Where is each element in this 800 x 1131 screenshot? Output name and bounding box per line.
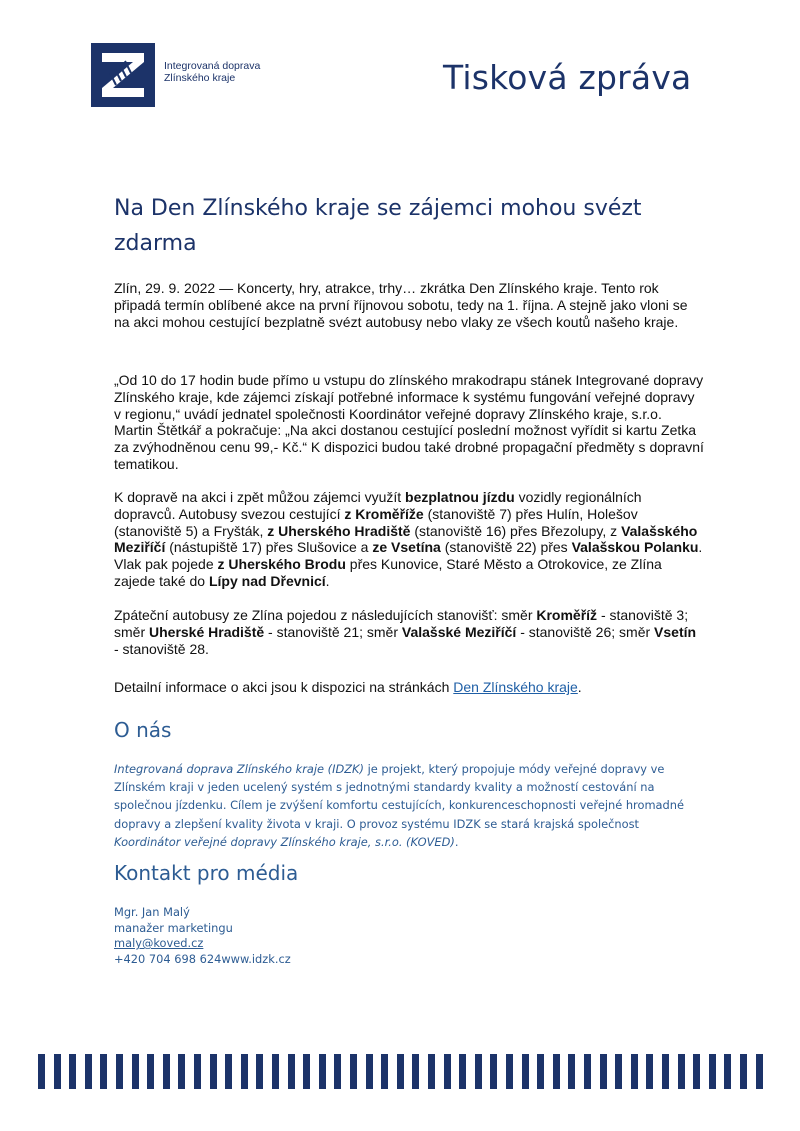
contact-phone-web: +420 704 698 624www.idzk.cz xyxy=(114,951,291,966)
footer-stripe xyxy=(334,1054,341,1089)
logo-wordmark xyxy=(164,60,260,84)
paragraph-details: Detailní informace o akci jsou k dispozici na stránkách Den Zlínského kraje. xyxy=(114,679,582,695)
footer-stripe xyxy=(194,1054,201,1089)
den-zlinskeho-kraje-link[interactable]: Den Zlínského kraje xyxy=(453,679,578,695)
footer-stripe xyxy=(178,1054,185,1089)
footer-stripe xyxy=(709,1054,716,1089)
footer-stripe xyxy=(631,1054,638,1089)
footer-stripe xyxy=(241,1054,248,1089)
footer-stripe xyxy=(381,1054,388,1089)
footer-stripe xyxy=(740,1054,747,1089)
footer-stripe xyxy=(506,1054,513,1089)
document-type-title: Tisková zpráva xyxy=(443,58,692,97)
footer-stripe xyxy=(272,1054,279,1089)
footer-stripe xyxy=(475,1054,482,1089)
logo-line-2: Zlínského kraje xyxy=(164,72,236,84)
footer-stripe xyxy=(615,1054,622,1089)
footer-stripe xyxy=(662,1054,669,1089)
footer-stripe-decoration xyxy=(38,1054,762,1089)
press-release-headline: Na Den Zlínského kraje se zájemci mohou svézt zdarma xyxy=(114,196,642,256)
footer-stripe xyxy=(646,1054,653,1089)
paragraph-return-buses: Zpáteční autobusy ze Zlína pojedou z následujících stanovišť: směr Kroměříž - stanoviště 3; směr Uherské Hradiště - stanoviště 21; směr Valašské Meziříčí - stanoviště 26; směr Vsetín - stanoviště 28. xyxy=(114,607,697,657)
footer-stripe xyxy=(678,1054,685,1089)
footer-stripe xyxy=(38,1054,45,1089)
paragraph-transport: K dopravě na akci i zpět můžou zájemci využít bezplatnou jízdu vozidly regionálních dopravců. Autobusy svezou cestující z Kroměříže (stanoviště 7) přes Hulín, Holešov (stanoviště 5) a Fryšták, z Uherského Hradiště (stanoviště 16) přes Březolupy, z Valašského Meziříčí (nástupiště 17) přes Slušovice a ze Vsetína (stanoviště 22) přes Valašskou Polanku. Vlak pak pojede z Uherského Brodu přes Kunovice, Staré Město a Otrokovice, ze Zlína zajede také do Lípy nad Dřevnicí. xyxy=(114,489,703,589)
media-contact-heading: Kontakt pro média xyxy=(114,861,299,885)
footer-stripe xyxy=(116,1054,123,1089)
footer-stripe xyxy=(568,1054,575,1089)
footer-stripe xyxy=(163,1054,170,1089)
footer-stripe xyxy=(147,1054,154,1089)
about-text: Integrovaná doprava Zlínského kraje (IDZK) je projekt, který propojuje módy veřejné dopravy ve Zlínském kraji v jeden ucelený systém s jednotnými standardy kvality a možností cestování na společnou jízdenku. Cílem je zvýšení komfortu cestujících, konkurenceschopnosti veřejné hromadné dopravy a zlepšení kvality života v kraji. O provoz systému IDZK se stará krajská společnost Koordinátor veřejné dopravy Zlínského kraje, s.r.o. (KOVED). xyxy=(114,762,684,849)
paragraph-intro: Zlín, 29. 9. 2022 — Koncerty, hry, atrakce, trhy… zkrátka Den Zlínského kraje. Tento rok připadá termín oblíbené akce na první říjnovou sobotu, tedy na 1. října. A stejně jako vloni se na akci mohou cestující bezplatně svézt autobusy nebo vlaky ze všech koutů našeho kraje. xyxy=(114,280,688,330)
contact-name: Mgr. Jan Malý xyxy=(114,905,190,919)
footer-stripe xyxy=(132,1054,139,1089)
idzk-logo xyxy=(91,43,155,107)
contact-email-link[interactable]: maly@koved.cz xyxy=(114,936,204,950)
paragraph-quote: „Od 10 do 17 hodin bude přímo u vstupu do zlínského mrakodrapu stánek Integrované dopravy Zlínského kraje, kde zájemci získají potřebné informace k systému fungování veřejné dopravy v regionu,“ uvádí jednatel společnosti Koordinátor veřejné dopravy Zlínského kraje, s.r.o. Martin Štětkář a pokračuje: „Na akci dostanou cestující poslední možnost vyřídit si kartu Zetka za zvýhodněnou cenu 99,- Kč.“ K dispozici budou také drobné propagační předměty s dopravní tematikou. xyxy=(114,372,704,472)
footer-stripe xyxy=(428,1054,435,1089)
footer-stripe xyxy=(724,1054,731,1089)
footer-stripe xyxy=(693,1054,700,1089)
footer-stripe xyxy=(444,1054,451,1089)
footer-stripe xyxy=(210,1054,217,1089)
footer-stripe xyxy=(350,1054,357,1089)
footer-stripe xyxy=(522,1054,529,1089)
footer-stripe xyxy=(69,1054,76,1089)
z-logo-icon xyxy=(91,43,155,107)
footer-stripe xyxy=(303,1054,310,1089)
footer-stripe xyxy=(288,1054,295,1089)
footer-stripe xyxy=(100,1054,107,1089)
footer-stripe xyxy=(553,1054,560,1089)
contact-details xyxy=(114,905,291,967)
footer-stripe xyxy=(256,1054,263,1089)
contact-role: manažer marketingu xyxy=(114,920,233,935)
footer-stripe xyxy=(412,1054,419,1089)
footer-stripe xyxy=(319,1054,326,1089)
footer-stripe xyxy=(225,1054,232,1089)
footer-stripe xyxy=(459,1054,466,1089)
footer-stripe xyxy=(397,1054,404,1089)
footer-stripe xyxy=(537,1054,544,1089)
footer-stripe xyxy=(366,1054,373,1089)
footer-stripe xyxy=(54,1054,61,1089)
logo-line-1: Integrovaná doprava xyxy=(164,60,261,72)
footer-stripe xyxy=(85,1054,92,1089)
footer-stripe xyxy=(584,1054,591,1089)
footer-stripe xyxy=(490,1054,497,1089)
about-heading: O nás xyxy=(114,718,172,742)
footer-stripe xyxy=(756,1054,763,1089)
footer-stripe xyxy=(600,1054,607,1089)
